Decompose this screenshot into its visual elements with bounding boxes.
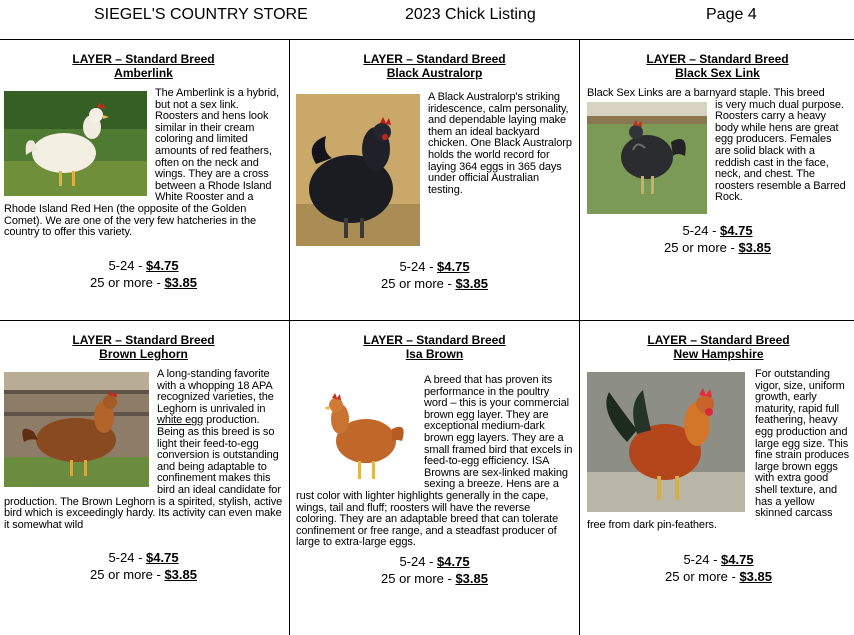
breed-name: Black Sex Link [675,66,760,80]
store-name: SIEGEL'S COUNTRY STORE [94,6,308,23]
price-large: $3.85 [455,570,488,586]
breed-category: LAYER – Standard Breed [363,52,506,66]
page-number: Page 4 [706,6,757,23]
breed-description: A long-standing favorite with a whopping 18 APA recognized varieties, the Leghorn is unrivaled in [157,368,274,415]
breed-card-black-australorp [290,40,579,320]
price-small: $4.75 [146,257,179,273]
price-large-line: 25 or more - $3.85 [381,276,488,291]
breed-name: New Hampshire [673,347,764,361]
price-small: $4.75 [437,553,470,569]
price-large: $3.85 [455,276,488,291]
new-hampshire-photo [587,372,745,512]
listing-title: 2023 Chick Listing [405,6,536,23]
price-large: $3.85 [164,567,197,583]
price-large-line: 25 or more - $3.85 [90,274,197,290]
breed-card-brown-leghorn [0,321,289,635]
price-small: $4.75 [146,550,179,566]
breed-card-black-sex-link [580,40,854,320]
breed-description: For outstanding vigor, size, uniform growth, early maturity, rapid full feathering, heavy egg production and large egg size. This fine strain produces large brown eggs with extra good shell texture, and has a yellow skinned carcass free from dark pin-feathers. [587,368,849,531]
breed-card-amberlink [0,40,289,320]
price-small: $4.75 [721,552,754,568]
price-small: $4.75 [720,222,753,238]
price-large-line: 25 or more - $3.85 [381,570,488,586]
price-large: $3.85 [739,569,772,585]
price-large-line: 25 or more - $3.85 [665,569,772,585]
black-sex-link-photo [587,102,707,214]
breed-category: LAYER – Standard Breed [363,333,506,347]
amberlink-chicken-photo [4,91,147,196]
price-large: $3.85 [738,239,771,255]
breed-category: LAYER – Standard Breed [72,52,215,66]
breed-name: Amberlink [114,66,173,80]
breed-description: is very much dual purpose. Roosters carry a heavy body while hens are great egg producers. Females are solid black with a reddish cast in the face, neck, and chest. The roosters resemble a Barred Rock. [715,98,846,204]
brown-leghorn-photo [4,372,149,487]
black-australorp-photo [296,94,420,246]
price-small-line: 5-24 - $4.75 [399,553,470,569]
isa-brown-photo [318,389,410,487]
breed-name: Brown Leghorn [99,347,188,361]
page-header [0,0,854,40]
white-egg-link: white egg [157,414,204,427]
breed-description-intro: Black Sex Links are a barnyard staple. This breed [587,87,825,99]
price-small-line: 5-24 - $4.75 [682,222,753,238]
breed-name: Black Australorp [386,66,483,80]
breed-card-isa-brown [290,321,579,635]
price-large-line: 25 or more - $3.85 [664,239,771,255]
breed-category: LAYER – Standard Breed [647,333,790,347]
price-large-line: 25 or more - $3.85 [90,567,197,583]
breed-description-cont: production. Being as this breed is so light their feed-to-egg conversion is outstanding and being adaptable to confinement makes this bird an ideal candidate for production. The Brown Leghorn is a spirited, stylish, active bird which is exceedingly hardy. Its activity can even make it somewhat wild [4,414,283,531]
breed-description: A Black Australorp's striking iridescence, calm personality, and dependable laying make them an ideal backyard chicken. One Black Australorp holds the world record for laying 364 eggs in 365 days under official Australian testing. [428,91,572,196]
price-small-line: 5-24 - $4.75 [399,259,470,274]
price-small-line: 5-24 - $4.75 [108,550,179,566]
price-large: $3.85 [164,274,197,290]
breed-category: LAYER – Standard Breed [646,52,789,66]
breed-card-new-hampshire [580,321,854,635]
breed-description: A breed that has proven its performance in the poultry word – this is your commercial brown egg layer. They are exceptional medium-dark brown egg layers. They are a small framed bird that excels in feed-to-egg efficiency. ISA Browns are sex-linked making sexing a breeze. Hens are a rust color with lighter highlights generally in the cape, wings, tail and fluff; roosters will have the reverse coloring. They are an adaptable breed that can tolerate confinement or free range, and a steadfast producer of large to extra-large eggs. [296,374,573,549]
price-small-line: 5-24 - $4.75 [108,257,179,273]
breed-description: The Amberlink is a hybrid, but not a sex link. Roosters and hens look similar in their cream coloring and limited amounts of red feathers, often on the neck and wings. They are a cross between a Rhode Island White Rooster and a Rhode Island Red Hen (the opposite of the Golden Comet). We are one of the very few hatcheries in the country to offer this variety. [4,87,279,239]
price-small-line: 5-24 - $4.75 [683,552,754,568]
breed-category: LAYER – Standard Breed [72,333,215,347]
price-small: $4.75 [437,259,470,274]
breed-name: Isa Brown [405,347,464,361]
